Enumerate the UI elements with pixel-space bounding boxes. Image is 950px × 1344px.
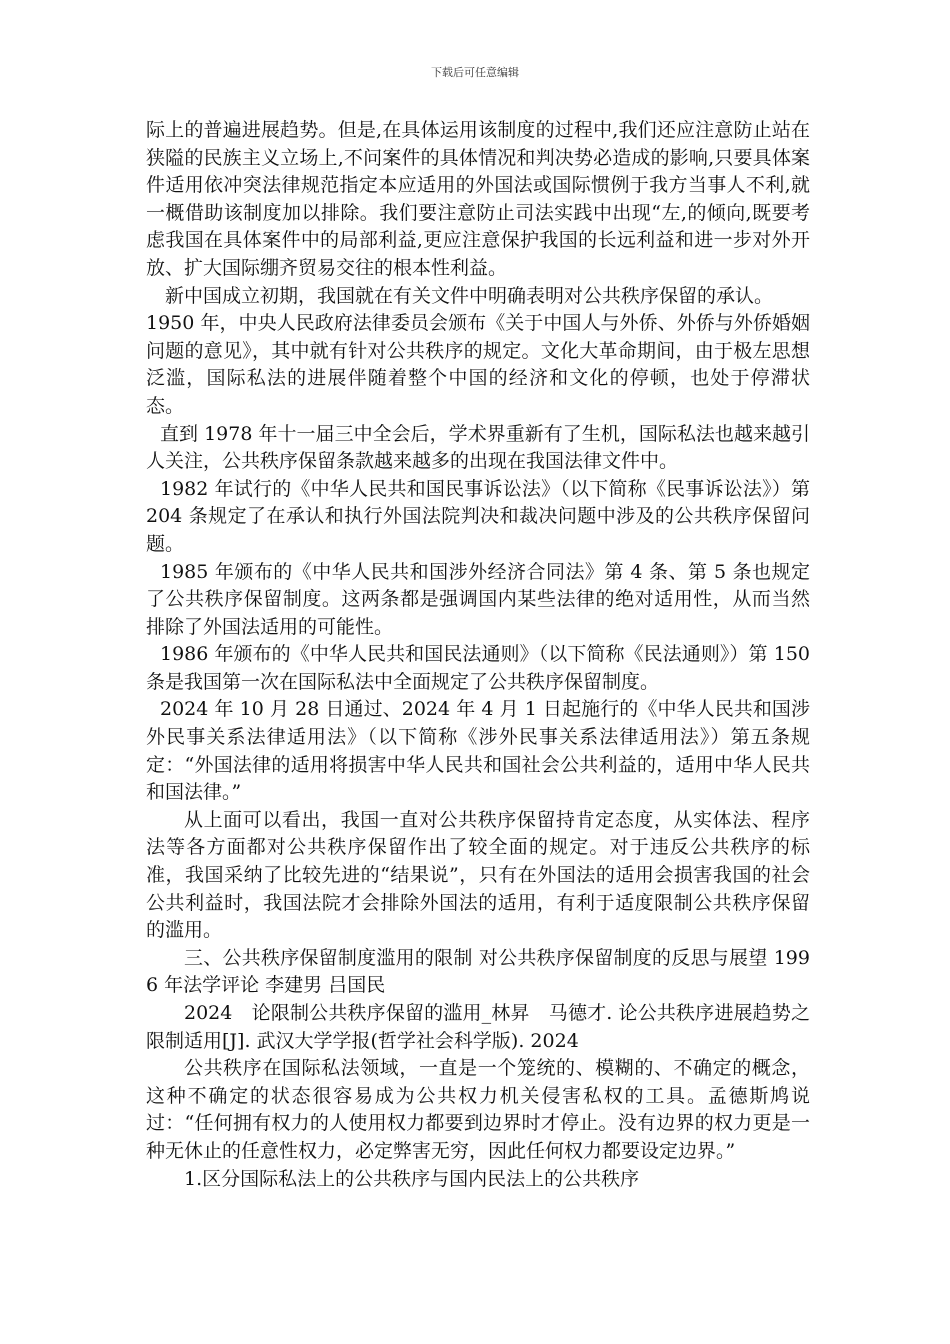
paragraph-5: 1982 年试行的《中华人民共和国民事诉讼法》（以下简称《民事诉讼法》）第 204 条规定了在承认和执行外国法院判决和裁决问题中涉及的公共秩序保留问题。 — [146, 477, 810, 555]
paragraph-3: 1950 年，中央人民政府法律委员会颁布《关于中国人与外侨、外侨与外侨婚姻问题的意见》，其中就有针对公共秩序的规定。文化大革命期间，由于极左思想泛滥，国际私法的进展伴随着整个中国的经济和文化的停顿，也处于停滞状态。 — [146, 312, 810, 417]
paragraph-2: 新中国成立初期，我国就在有关文件中明确表明对公共秩序保留的承认。 — [165, 284, 774, 307]
paragraph-6: 1985 年颁布的《中华人民共和国涉外经济合同法》第 4 条、第 5 条也规定了公共秩序保留制度。这两条都是强调国内某些法律的绝对适用性，从而当然排除了外国法适用的可能性。 — [146, 560, 810, 638]
paragraph-12: 公共秩序在国际私法领域，一直是一个笼统的、模糊的、不确定的概念，这种不确定的状态很容易成为公共权力机关侵害私权的工具。孟德斯鸠说过：“任何拥有权力的人使用权力都要到边界时才停止。没有边界的权力更是一种无休止的任意性权力，必定弊害无穷，因此任何权力都要设定边界。” — [146, 1057, 810, 1162]
paragraph-1: 际上的普遍进展趋势。但是,在具体运用该制度的过程中,我们还应注意防止站在狭隘的民族主义立场上,不问案件的具体情况和判决势必造成的影响,只要具体案件适用依冲突法律规范指定本应适用的外国法或国际惯例于我方当事人不利,就一概借助该制度加以排除。我们要注意防止司法实践中出现“左,的倾向,既要考虑我国在具体案件中的局部利益,更应注意保护我国的长远利益和进一步对外开放、扩大国际绷齐贸易交往的根本性利益。 — [146, 119, 810, 279]
paragraph-10: 三、公共秩序保留制度滥用的限制 对公共秩序保留制度的反思与展望 1996 年法学评论 李建男 吕国民 — [146, 946, 810, 997]
paragraph-8: 2024 年 10 月 28 日通过、2024 年 4 月 1 日起施行的《中华人民共和国涉外民事关系法律适用法》（以下简称《涉外民事关系法律适用法》）第五条规定：“外国法律的适用将损害中华人民共和国社会公共利益的，适用中华人民共和国法律。” — [146, 698, 810, 804]
document-body — [146, 117, 810, 1193]
paragraph-4: 直到 1978 年十一届三中全会后，学术界重新有了生机，国际私法也越来越引人关注，公共秩序保留条款越来越多的出现在我国法律文件中。 — [146, 422, 810, 473]
paragraph-11: 2024 论限制公共秩序保留的滥用_林昇 马德才. 论公共秩序进展趋势之限制适用[J]. 武汉大学学报(哲学社会科学版). 2024 — [146, 1002, 810, 1052]
page-header: 下载后可任意编辑 — [431, 66, 519, 79]
paragraph-9: 从上面可以看出，我国一直对公共秩序保留持肯定态度，从实体法、程序法等各方面都对公共秩序保留作出了较全面的规定。对于违反公共秩序的标准，我国采纳了比较先进的“结果说”，只有在外国法的适用会损害我国的社会公共利益时，我国法院才会排除外国法的适用，有利于适度限制公共秩序保留的滥用。 — [146, 808, 810, 942]
paragraph-7: 1986 年颁布的《中华人民共和国民法通则》（以下简称《民法通则》）第 150 条是我国第一次在国际私法中全面规定了公共秩序保留制度。 — [146, 643, 810, 693]
paragraph-13: 1.区分国际私法上的公共秩序与国内民法上的公共秩序 — [184, 1167, 640, 1190]
